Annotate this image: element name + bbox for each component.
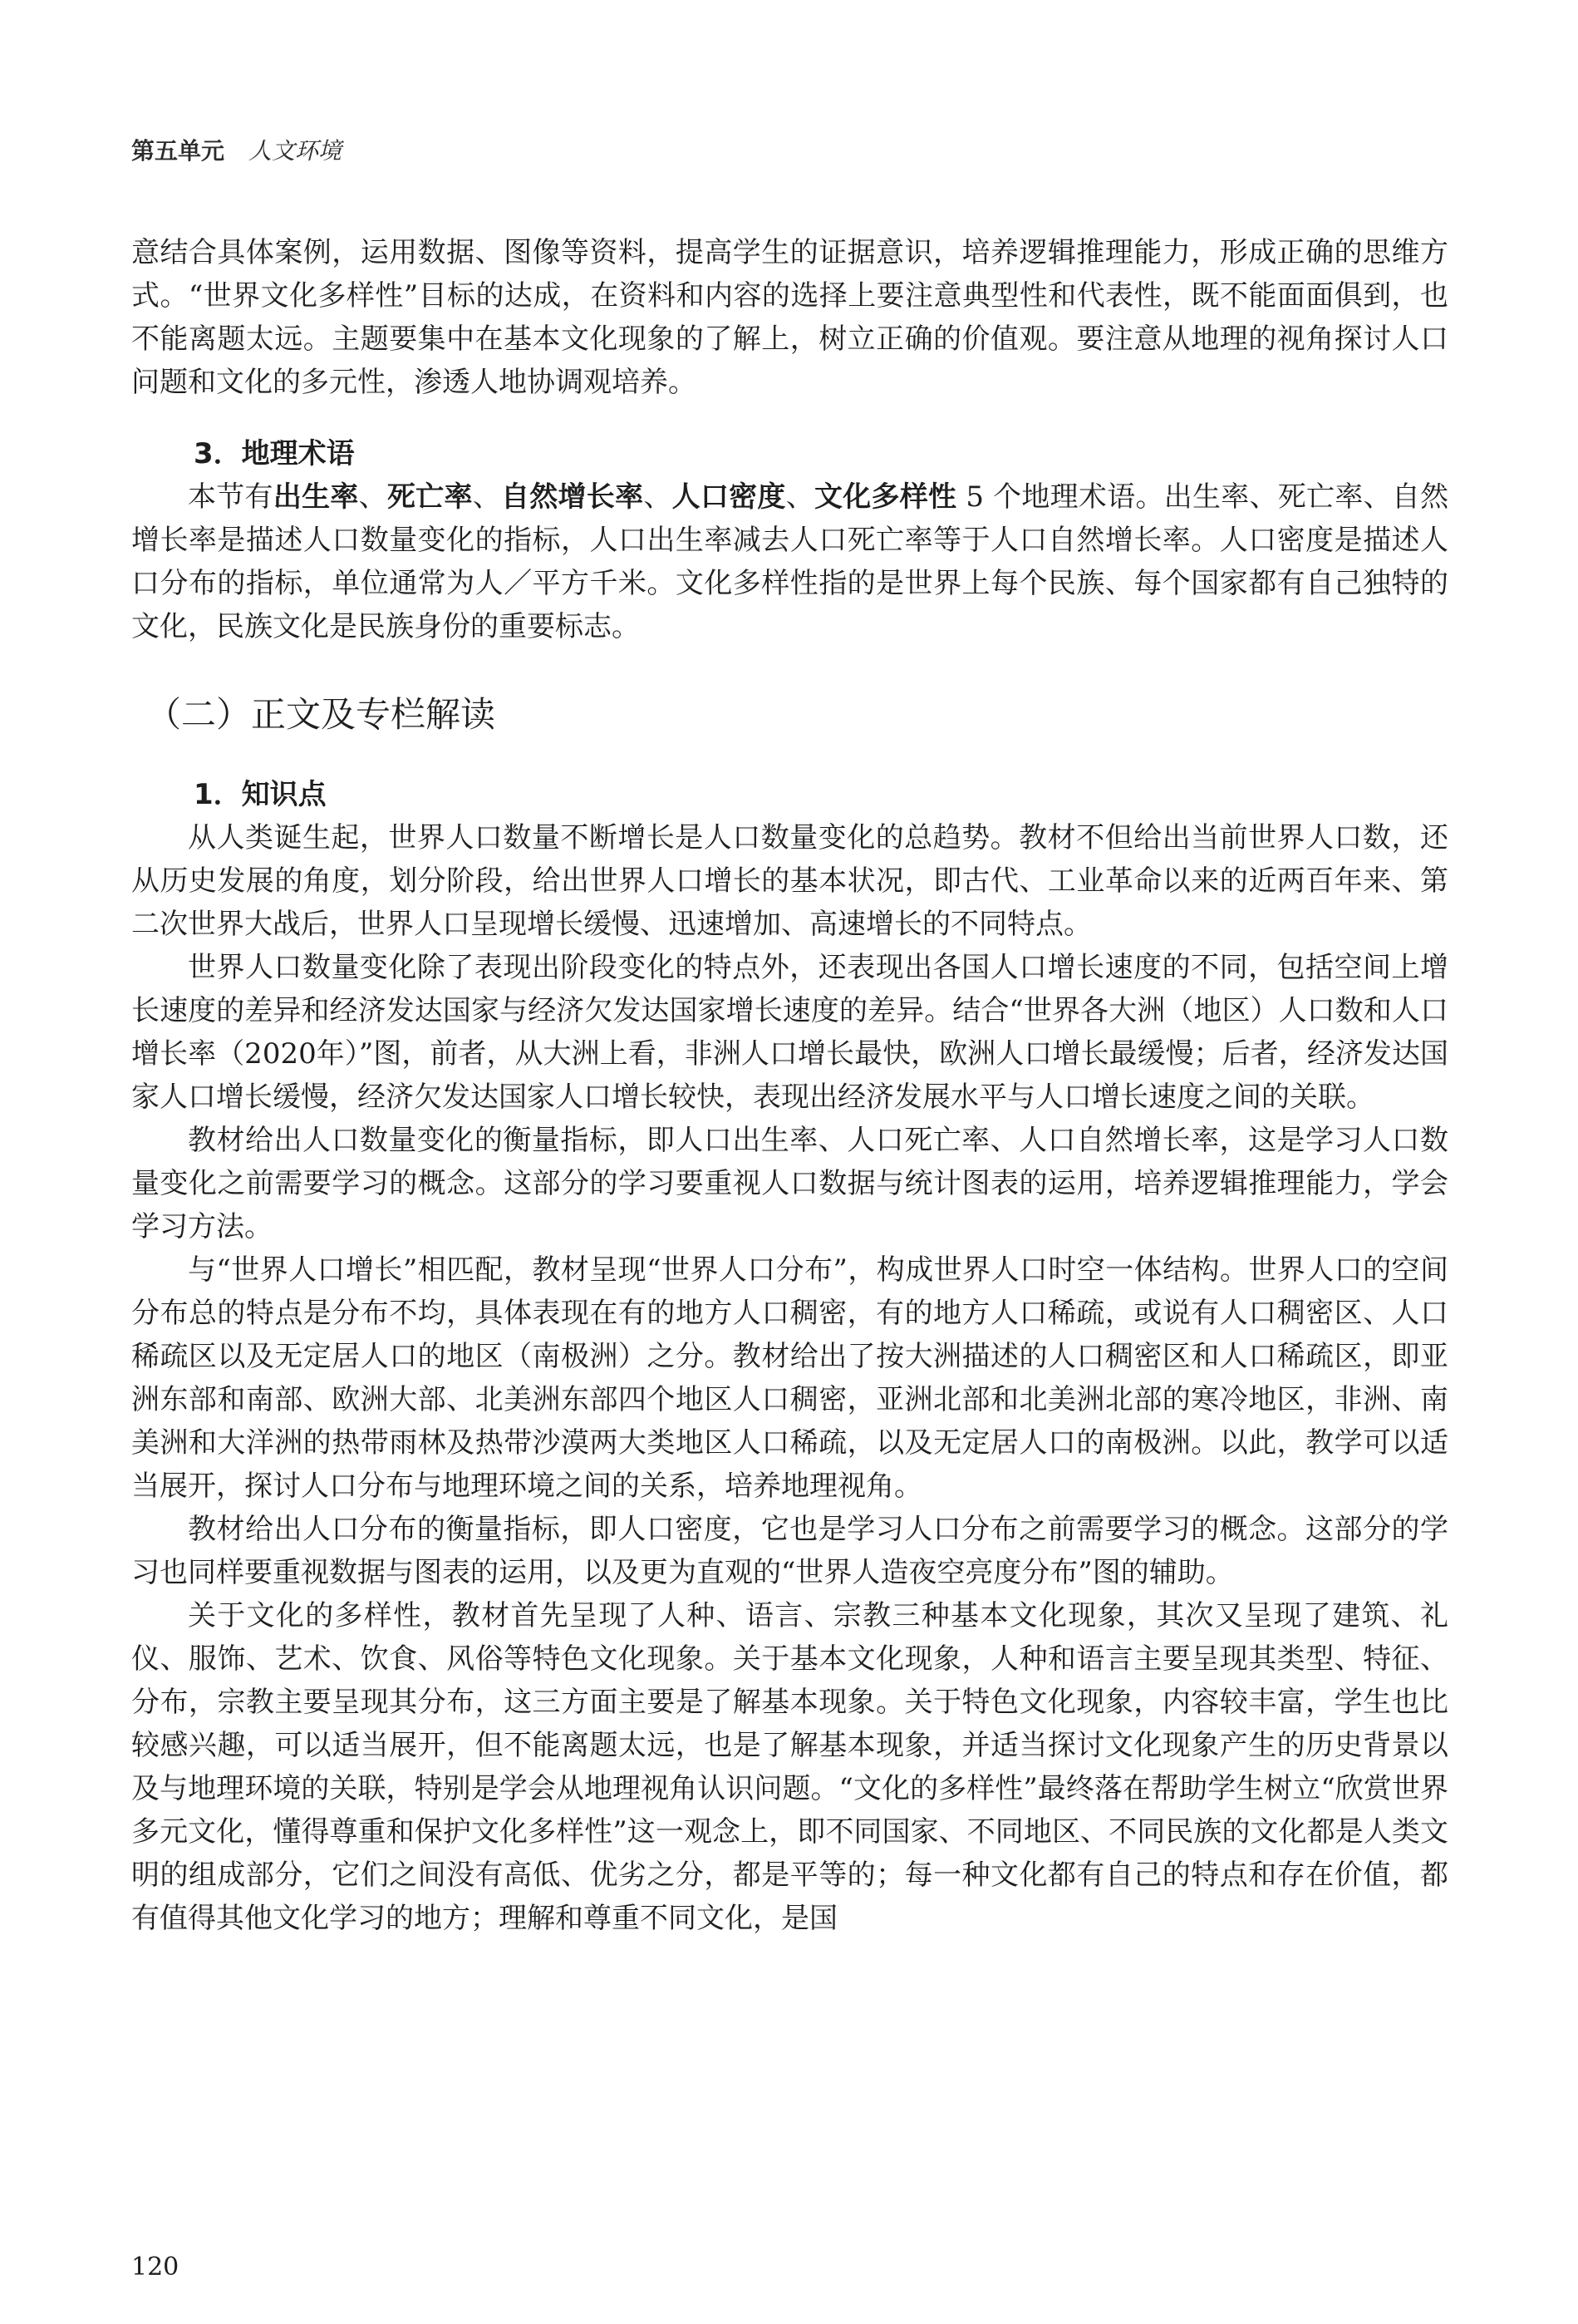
page-number: 120 bbox=[131, 2253, 179, 2282]
terms-paragraph bbox=[131, 475, 1448, 648]
body-paragraph: 世界人口数量变化除了表现出阶段变化的特点外，还表现出各国人口增长速度的不同，包括空间上增长速度的差异和经济发达国家与经济欠发达国家增长速度的差异。结合“世界各大洲（地区）人口数和人口增长率（2020年）”图，前者，从大洲上看，非洲人口增长最快，欧洲人口增长最缓慢；后者，经济发达国家人口增长缓慢，经济欠发达国家人口增长较快，表现出经济发展水平与人口增长速度之间的关联。 bbox=[131, 951, 1448, 1114]
terms-heading: 3．地理术语 bbox=[194, 437, 355, 470]
body-paragraph: 教材给出人口数量变化的衡量指标，即人口出生率、人口死亡率、人口自然增长率，这是学习人口数量变化之前需要学习的概念。这部分的学习要重视人口数据与统计图表的运用，培养逻辑推理能力，学会学习方法。 bbox=[131, 1124, 1448, 1243]
term-separator: 、 bbox=[785, 480, 814, 514]
running-header bbox=[131, 133, 342, 166]
section-title: （二）正文及专栏解读 bbox=[146, 694, 496, 735]
body-paragraph: 与“世界人口增长”相匹配，教材呈现“世界人口分布”，构成世界人口时空一体结构。世界人口的空间分布总的特点是分布不均，具体表现在有的地方人口稠密，有的地方人口稀疏，或说有人口稠密区、人口稀疏区以及无定居人口的地区（南极洲）之分。教材给出了按大洲描述的人口稠密区和人口稀疏区，即亚洲东部和南部、欧洲大部、北美洲东部四个地区人口稠密，亚洲北部和北美洲北部的寒冷地区，非洲、南美洲和大洋洲的热带雨林及热带沙漠两大类地区人口稀疏，以及无定居人口的南极洲。以此，教学可以适当展开，探讨人口分布与地理环境之间的关系，培养地理视角。 bbox=[131, 1253, 1448, 1503]
body-paragraph: 关于文化的多样性，教材首先呈现了人种、语言、宗教三种基本文化现象，其次又呈现了建筑、礼仪、服饰、艺术、饮食、风俗等特色文化现象。关于基本文化现象，人种和语言主要呈现其类型、特征、分布，宗教主要呈现其分布，这三方面主要是了解基本现象。关于特色文化现象，内容较丰富，学生也比较感兴趣，可以适当展开，但不能离题太远，也是了解基本现象，并适当探讨文化现象产生的历史背景以及与地理环境的关联，特别是学会从地理视角认识问题。“文化的多样性”最终落在帮助学生树立“欣赏世界多元文化，懂得尊重和保护文化多样性”这一观念上，即不同国家、不同地区、不同民族的文化都是人类文明的组成部分，它们之间没有高低、优劣之分，都是平等的；每一种文化都有自己的特点和存在价值，都有值得其他文化学习的地方；理解和尊重不同文化，是国 bbox=[131, 1599, 1448, 1935]
term-natural-growth-rate: 自然增长率 bbox=[501, 480, 644, 514]
page-body bbox=[131, 231, 1448, 1940]
term-separator: 、 bbox=[358, 480, 387, 514]
terms-lead: 本节有 bbox=[188, 480, 273, 514]
term-separator: 、 bbox=[643, 480, 672, 514]
term-population-density: 人口密度 bbox=[671, 480, 786, 514]
body-paragraph: 教材给出人口分布的衡量指标，即人口密度，它也是学习人口分布之前需要学习的概念。这部分的学习也同样要重视数据与图表的运用，以及更为直观的“世界人造夜空亮度分布”图的辅助。 bbox=[131, 1513, 1448, 1589]
topic-label: 人文环境 bbox=[248, 137, 342, 165]
terms-body: 5 个地理术语。出生率、死亡率、自然增长率是描述人口数量变化的指标，人口出生率减去人口死亡率等于人口自然增长率。人口密度是描述人口分布的指标，单位通常为人／平方千米。文化多样性指的是世界上每个民族、每个国家都有自己独特的文化，民族文化是民族身份的重要标志。 bbox=[131, 480, 1449, 643]
body-paragraph: 从人类诞生起，世界人口数量不断增长是人口数量变化的总趋势。教材不但给出当前世界人口数，还从历史发展的角度，划分阶段，给出世界人口增长的基本状况，即古代、工业革命以来的近两百年来、第二次世界大战后，世界人口呈现增长缓慢、迅速增加、高速增长的不同特点。 bbox=[131, 821, 1448, 941]
term-birth-rate: 出生率 bbox=[273, 480, 359, 514]
intro-paragraph: 意结合具体案例，运用数据、图像等资料，提高学生的证据意识，培养逻辑推理能力，形成正确的思维方式。“世界文化多样性”目标的达成，在资料和内容的选择上要注意典型性和代表性，既不能面面俱到，也不能离题太远。主题要集中在基本文化现象的了解上，树立正确的价值观。要注意从地理的视角探讨人口问题和文化的多元性，渗透人地协调观培养。 bbox=[131, 236, 1448, 399]
term-separator: 、 bbox=[472, 480, 501, 514]
unit-label: 第五单元 bbox=[131, 137, 225, 165]
knowledge-heading: 1．知识点 bbox=[194, 778, 327, 811]
term-cultural-diversity: 文化多样性 bbox=[814, 480, 957, 514]
term-death-rate: 死亡率 bbox=[386, 480, 473, 514]
